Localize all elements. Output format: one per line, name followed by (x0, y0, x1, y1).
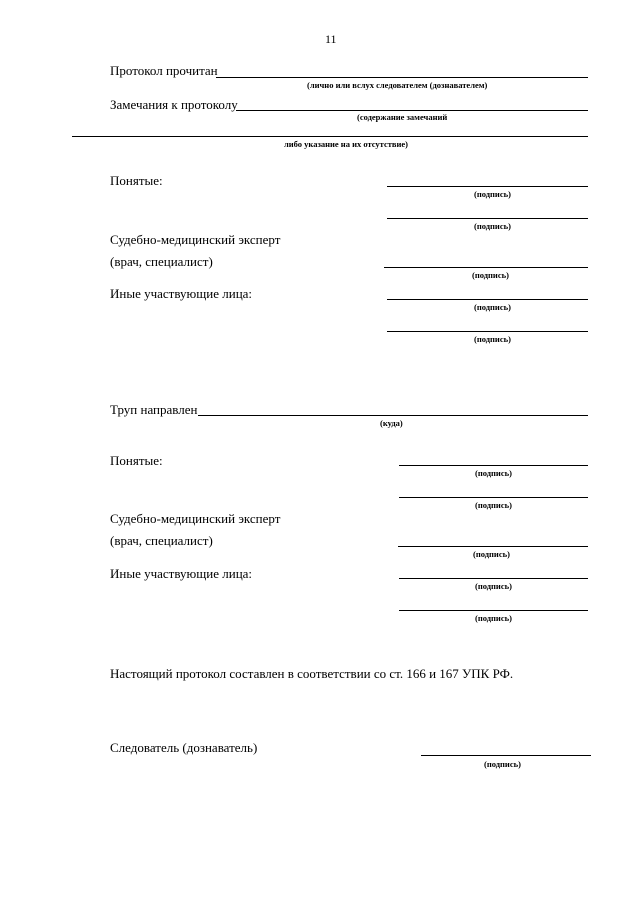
signature-caption: (подпись) (474, 302, 511, 312)
others-label-2: Иные участвующие лица: (110, 566, 253, 581)
protocol-read-label: Протокол прочитан (110, 63, 218, 78)
witness-signature-line-2b[interactable] (399, 497, 588, 498)
witness-signature-line-1b[interactable] (387, 218, 588, 219)
signature-caption: (подпись) (475, 581, 512, 591)
compliance-statement: Настоящий протокол составлен в соответствии со ст. 166 и 167 УПК РФ. (110, 666, 514, 681)
expert-sub-2: (врач, специалист) (110, 533, 213, 548)
others-signature-line-1a[interactable] (387, 299, 588, 300)
others-signature-line-2a[interactable] (399, 578, 588, 579)
remarks-label: Замечания к протоколу (110, 97, 238, 112)
others-signature-line-2b[interactable] (399, 610, 588, 611)
protocol-read-line[interactable] (216, 77, 588, 78)
remarks-line[interactable] (236, 110, 588, 111)
witnesses-label-2: Понятые: (110, 453, 163, 468)
protocol-read-caption: (лично или вслух следователем (дознавателем) (307, 80, 488, 90)
others-signature-line-1b[interactable] (387, 331, 588, 332)
expert-label-1: Судебно-медицинский эксперт (110, 232, 281, 247)
body-sent-line[interactable] (198, 415, 588, 416)
page-number: 11 (325, 32, 337, 46)
signature-caption: (подпись) (475, 500, 512, 510)
signature-caption: (подпись) (472, 270, 509, 280)
signature-caption: (подпись) (475, 468, 512, 478)
signature-caption: (подпись) (474, 334, 511, 344)
remarks-caption-2: либо указание на их отсутствие) (284, 139, 408, 149)
investigator-signature-line[interactable] (421, 755, 591, 756)
witness-signature-line-1a[interactable] (387, 186, 588, 187)
signature-caption: (подпись) (484, 759, 521, 769)
others-label-1: Иные участвующие лица: (110, 286, 253, 301)
witness-signature-line-2a[interactable] (399, 465, 588, 466)
signature-caption: (подпись) (473, 549, 510, 559)
signature-caption: (подпись) (474, 221, 511, 231)
expert-signature-line-1[interactable] (384, 267, 588, 268)
witnesses-label-1: Понятые: (110, 173, 163, 188)
body-sent-caption: (куда) (380, 418, 403, 428)
signature-caption: (подпись) (474, 189, 511, 199)
expert-sub-1: (врач, специалист) (110, 254, 213, 269)
body-sent-label: Труп направлен (110, 402, 198, 417)
remarks-line-2[interactable] (72, 136, 588, 137)
expert-signature-line-2[interactable] (398, 546, 588, 547)
investigator-label: Следователь (дознаватель) (110, 740, 258, 755)
expert-label-2: Судебно-медицинский эксперт (110, 511, 281, 526)
signature-caption: (подпись) (475, 613, 512, 623)
remarks-caption: (содержание замечаний (357, 112, 448, 122)
